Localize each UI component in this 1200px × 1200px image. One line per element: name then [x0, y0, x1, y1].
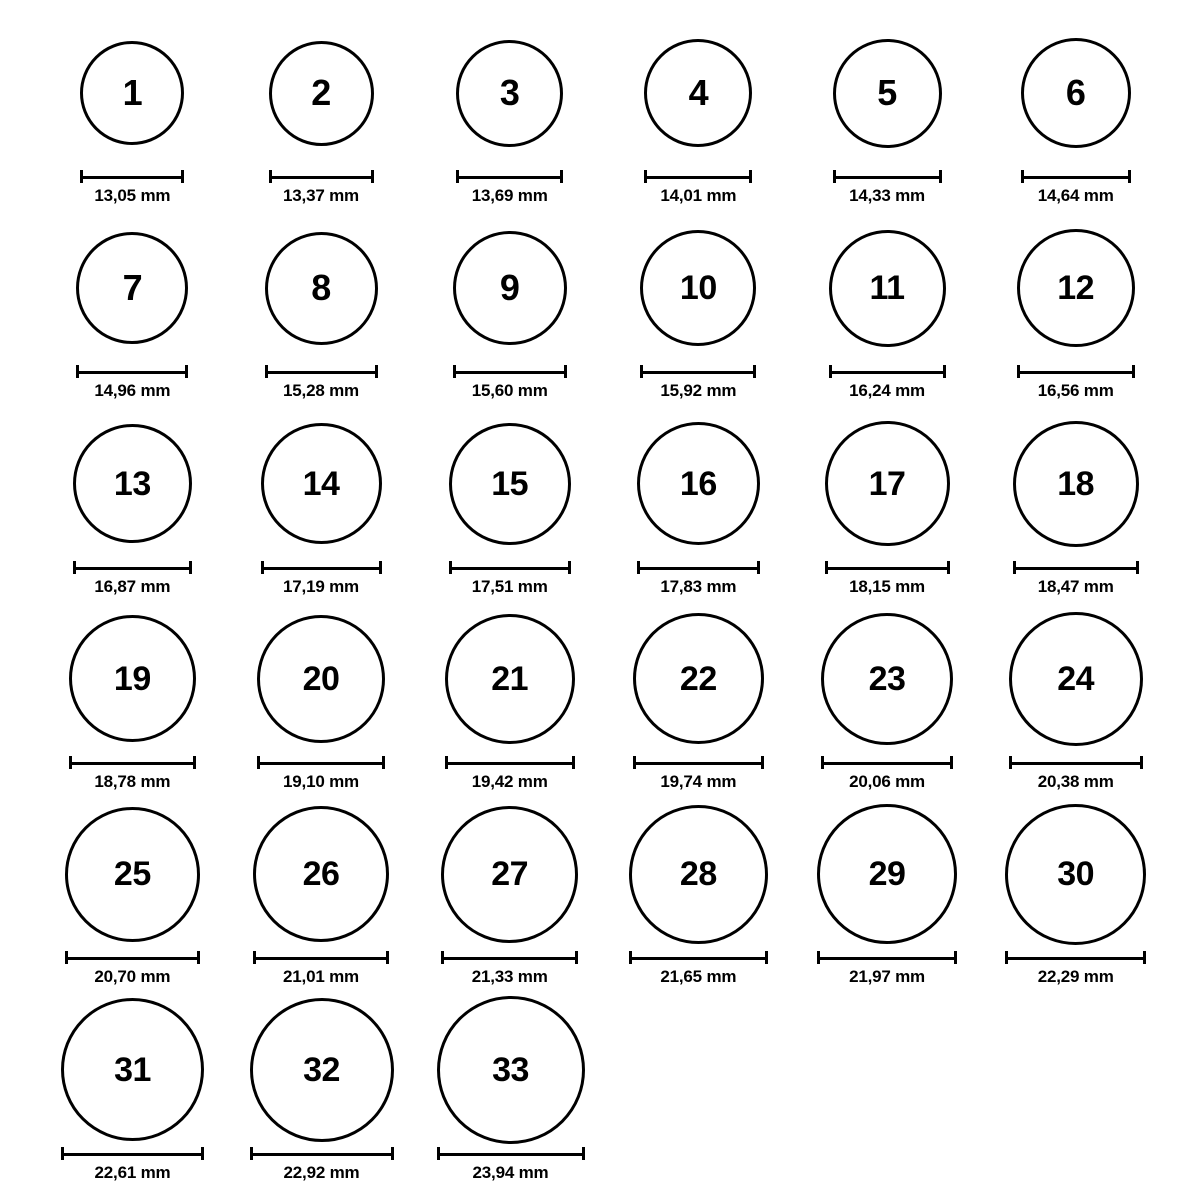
ring-size-number: 14: [302, 464, 340, 503]
ring-size-cell: [604, 213, 793, 401]
ring-circle-icon: [445, 614, 575, 744]
ring-size-number: 26: [302, 855, 340, 894]
ring-size-cell: [415, 604, 604, 792]
diameter-label: 22,61 mm: [94, 1162, 171, 1182]
ring-size-row: [38, 799, 1170, 994]
ring-circle-wrap: [633, 604, 764, 754]
ring-size-cell: [227, 409, 416, 597]
ring-circle-wrap: [76, 213, 188, 363]
diameter-label: 14,96 mm: [94, 381, 171, 401]
ring-size-number: 2: [311, 72, 331, 113]
ring-circle-wrap: [1021, 18, 1131, 168]
ring-circle-icon: [269, 41, 374, 146]
ring-size-number: 6: [1065, 72, 1086, 113]
ring-size-cell: [38, 995, 227, 1183]
diameter-measure: [1009, 756, 1143, 792]
ring-circle-wrap: [637, 409, 760, 559]
ring-circle-wrap: [1017, 213, 1135, 363]
ring-circle-icon: [73, 424, 192, 543]
ring-size-number: 5: [877, 72, 897, 113]
ring-circle-icon: [437, 996, 585, 1144]
ring-size-number: 9: [499, 267, 520, 309]
caliper-icon: [817, 951, 957, 963]
caliper-icon: [69, 756, 196, 768]
diameter-measure: [1005, 951, 1146, 987]
diameter-measure: [829, 365, 946, 401]
caliper-icon: [1009, 756, 1143, 768]
diameter-label: 22,29 mm: [1037, 967, 1114, 987]
diameter-measure: [456, 170, 563, 206]
ring-circle-icon: [633, 613, 764, 744]
caliper-icon: [257, 756, 385, 768]
diameter-measure: [61, 1147, 204, 1183]
ring-size-number: 8: [311, 267, 331, 309]
ring-circle-wrap: [629, 799, 768, 949]
ring-circle-icon: [265, 232, 378, 345]
ring-size-number: 31: [114, 1050, 151, 1089]
ring-size-cell: [793, 18, 982, 206]
ring-size-cell: [227, 213, 416, 401]
ring-circle-icon: [640, 230, 756, 346]
diameter-label: 14,64 mm: [1037, 186, 1114, 205]
caliper-icon: [73, 561, 192, 573]
ring-circle-icon: [76, 232, 188, 344]
ring-circle-wrap: [1013, 409, 1139, 559]
diameter-measure: [629, 951, 768, 987]
ring-size-cell: [415, 409, 604, 597]
ring-circle-icon: [449, 423, 571, 545]
ring-size-cell: [981, 18, 1170, 206]
caliper-icon: [65, 951, 200, 963]
ring-size-number: 1: [122, 72, 143, 113]
ring-size-number: 22: [679, 659, 717, 698]
ring-circle-icon: [1009, 612, 1143, 746]
caliper-icon: [61, 1147, 204, 1159]
ring-size-cell: [227, 995, 416, 1183]
ring-circle-wrap: [453, 213, 567, 363]
ring-size-number: 4: [688, 72, 709, 113]
diameter-label: 16,87 mm: [94, 576, 171, 596]
ring-circle-icon: [257, 615, 385, 743]
diameter-label: 13,37 mm: [283, 186, 359, 205]
ring-size-cell: [981, 604, 1170, 792]
diameter-measure: [640, 365, 756, 401]
ring-size-cell: [793, 409, 982, 597]
ring-circle-icon: [65, 807, 200, 942]
diameter-measure: [1021, 170, 1131, 206]
ring-circle-icon: [629, 805, 768, 944]
caliper-icon: [640, 365, 756, 377]
ring-circle-icon: [250, 998, 394, 1142]
diameter-label: 20,06 mm: [849, 771, 925, 791]
ring-size-number: 15: [491, 464, 529, 503]
diameter-measure: [833, 170, 942, 206]
ring-circle-icon: [61, 998, 204, 1141]
ring-circle-icon: [456, 40, 563, 147]
ring-size-cell: [981, 213, 1170, 401]
diameter-measure: [449, 561, 571, 597]
diameter-label: 23,94 mm: [472, 1162, 549, 1182]
ring-size-number: 29: [868, 855, 906, 894]
ring-circle-icon: [821, 613, 953, 745]
ring-size-number: 20: [302, 659, 340, 698]
ring-size-number: 13: [113, 464, 151, 503]
caliper-icon: [445, 756, 575, 768]
ring-size-number: 12: [1057, 269, 1095, 308]
ring-circle-icon: [441, 806, 578, 943]
ring-circle-wrap: [1005, 799, 1146, 949]
diameter-label: 20,70 mm: [94, 967, 171, 987]
diameter-measure: [821, 756, 953, 792]
ring-size-number: 24: [1057, 659, 1095, 698]
ring-size-cell: [604, 18, 793, 206]
ring-size-cell: [415, 18, 604, 206]
ring-circle-wrap: [817, 799, 957, 949]
diameter-label: 17,51 mm: [471, 576, 548, 596]
ring-size-cell: [38, 799, 227, 987]
diameter-label: 15,60 mm: [471, 381, 548, 401]
diameter-label: 13,05 mm: [94, 186, 171, 205]
caliper-icon: [1005, 951, 1146, 963]
diameter-measure: [250, 1147, 394, 1183]
ring-size-cell: [38, 604, 227, 792]
ring-circle-icon: [80, 41, 184, 145]
ring-size-row: [38, 995, 1170, 1190]
ring-size-number: 33: [492, 1050, 529, 1089]
diameter-label: 13,69 mm: [471, 186, 548, 205]
diameter-measure: [825, 561, 950, 597]
ring-size-cell: [227, 799, 416, 987]
ring-circle-wrap: [445, 604, 575, 754]
ring-size-number: 3: [499, 72, 520, 113]
diameter-measure: [269, 170, 374, 206]
diameter-label: 21,97 mm: [849, 967, 925, 987]
ring-circle-icon: [829, 230, 946, 347]
caliper-icon: [80, 170, 184, 182]
diameter-label: 16,24 mm: [849, 381, 925, 401]
ring-size-cell: [793, 213, 982, 401]
caliper-icon: [633, 756, 764, 768]
ring-circle-wrap: [61, 995, 204, 1145]
diameter-label: 14,33 mm: [849, 186, 925, 205]
ring-circle-icon: [1017, 229, 1135, 347]
ring-size-row: [38, 18, 1170, 213]
diameter-label: 18,15 mm: [849, 576, 925, 596]
ring-size-cell: [604, 799, 793, 987]
ring-size-number: 28: [679, 855, 717, 894]
diameter-measure: [441, 951, 578, 987]
ring-circle-wrap: [253, 799, 389, 949]
caliper-icon: [449, 561, 571, 573]
diameter-measure: [817, 951, 957, 987]
caliper-icon: [453, 365, 567, 377]
ring-circle-icon: [637, 422, 760, 545]
caliper-icon: [644, 170, 752, 182]
diameter-measure: [265, 365, 378, 401]
ring-circle-wrap: [640, 213, 756, 363]
caliper-icon: [269, 170, 374, 182]
ring-circle-icon: [253, 806, 389, 942]
diameter-label: 22,92 mm: [283, 1162, 360, 1182]
diameter-label: 18,78 mm: [94, 771, 171, 791]
ring-circle-wrap: [73, 409, 192, 559]
ring-circle-wrap: [441, 799, 578, 949]
diameter-measure: [453, 365, 567, 401]
diameter-label: 14,01 mm: [660, 186, 737, 205]
caliper-icon: [261, 561, 382, 573]
diameter-measure: [1013, 561, 1139, 597]
caliper-icon: [250, 1147, 394, 1159]
diameter-measure: [261, 561, 382, 597]
diameter-label: 21,65 mm: [660, 967, 737, 987]
ring-size-cell: [981, 409, 1170, 597]
diameter-label: 17,19 mm: [283, 576, 359, 596]
caliper-icon: [437, 1147, 585, 1159]
diameter-label: 15,28 mm: [283, 381, 359, 401]
caliper-icon: [629, 951, 768, 963]
ring-size-number: 30: [1057, 855, 1095, 894]
ring-circle-icon: [69, 615, 196, 742]
diameter-measure: [1017, 365, 1135, 401]
caliper-icon: [265, 365, 378, 377]
ring-size-number: 16: [679, 464, 717, 503]
diameter-label: 19,10 mm: [283, 771, 359, 791]
caliper-icon: [76, 365, 188, 377]
ring-size-cell: [38, 213, 227, 401]
diameter-label: 16,56 mm: [1037, 381, 1114, 401]
ring-circle-icon: [833, 39, 942, 148]
diameter-label: 21,01 mm: [283, 967, 359, 987]
diameter-measure: [445, 756, 575, 792]
ring-size-number: 10: [679, 269, 717, 308]
caliper-icon: [1013, 561, 1139, 573]
ring-size-cell: [604, 604, 793, 792]
ring-circle-wrap: [1009, 604, 1143, 754]
ring-size-cell: [981, 799, 1170, 987]
ring-circle-wrap: [644, 18, 752, 168]
ring-size-cell: [415, 799, 604, 987]
caliper-icon: [1021, 170, 1131, 182]
ring-size-number: 19: [113, 659, 151, 698]
diameter-measure: [637, 561, 760, 597]
diameter-measure: [253, 951, 389, 987]
diameter-measure: [76, 365, 188, 401]
ring-size-number: 27: [491, 855, 529, 894]
ring-circle-wrap: [437, 995, 585, 1145]
ring-circle-icon: [261, 423, 382, 544]
ring-circle-icon: [1005, 804, 1146, 945]
ring-circle-icon: [453, 231, 567, 345]
diameter-measure: [80, 170, 184, 206]
ring-size-cell: [793, 799, 982, 987]
ring-circle-wrap: [250, 995, 394, 1145]
ring-size-cell: [38, 409, 227, 597]
ring-circle-icon: [825, 421, 950, 546]
ring-size-number: 23: [868, 659, 906, 698]
ring-circle-wrap: [269, 18, 374, 168]
ring-size-number: 17: [868, 464, 906, 503]
ring-size-number: 11: [869, 269, 905, 308]
ring-circle-wrap: [821, 604, 953, 754]
ring-size-number: 18: [1057, 464, 1095, 503]
caliper-icon: [637, 561, 760, 573]
diameter-measure: [437, 1147, 585, 1183]
caliper-icon: [1017, 365, 1135, 377]
ring-size-cell: [227, 604, 416, 792]
ring-size-cell: [38, 18, 227, 206]
ring-circle-wrap: [825, 409, 950, 559]
ring-circle-wrap: [65, 799, 200, 949]
ring-circle-icon: [1013, 421, 1139, 547]
ring-circle-wrap: [449, 409, 571, 559]
caliper-icon: [456, 170, 563, 182]
diameter-label: 19,74 mm: [660, 771, 737, 791]
ring-size-row: [38, 213, 1170, 408]
caliper-icon: [825, 561, 950, 573]
ring-circle-wrap: [456, 18, 563, 168]
caliper-icon: [441, 951, 578, 963]
diameter-measure: [633, 756, 764, 792]
ring-circle-wrap: [833, 18, 942, 168]
ring-circle-icon: [644, 39, 752, 147]
diameter-label: 20,38 mm: [1037, 771, 1114, 791]
ring-circle-wrap: [265, 213, 378, 363]
ring-size-cell: [604, 409, 793, 597]
ring-size-number: 21: [491, 659, 529, 698]
ring-size-row: [38, 604, 1170, 799]
diameter-measure: [644, 170, 752, 206]
caliper-icon: [829, 365, 946, 377]
ring-size-cell: [793, 604, 982, 792]
ring-size-cell: [227, 18, 416, 206]
ring-size-cell: [416, 995, 605, 1183]
diameter-measure: [69, 756, 196, 792]
ring-size-number: 7: [122, 267, 143, 309]
ring-size-number: 25: [113, 855, 151, 894]
diameter-measure: [257, 756, 385, 792]
ring-circle-icon: [817, 804, 957, 944]
caliper-icon: [253, 951, 389, 963]
diameter-label: 21,33 mm: [471, 967, 548, 987]
ring-circle-wrap: [829, 213, 946, 363]
diameter-label: 18,47 mm: [1037, 576, 1114, 596]
ring-circle-wrap: [257, 604, 385, 754]
diameter-label: 17,83 mm: [660, 576, 737, 596]
diameter-measure: [73, 561, 192, 597]
diameter-label: 19,42 mm: [471, 771, 548, 791]
ring-circle-icon: [1021, 38, 1131, 148]
ring-size-cell: [415, 213, 604, 401]
ring-size-number: 32: [303, 1050, 340, 1089]
ring-size-row: [38, 409, 1170, 604]
caliper-icon: [833, 170, 942, 182]
caliper-icon: [821, 756, 953, 768]
diameter-measure: [65, 951, 200, 987]
ring-circle-wrap: [69, 604, 196, 754]
ring-circle-wrap: [261, 409, 382, 559]
ring-circle-wrap: [80, 18, 184, 168]
diameter-label: 15,92 mm: [660, 381, 737, 401]
